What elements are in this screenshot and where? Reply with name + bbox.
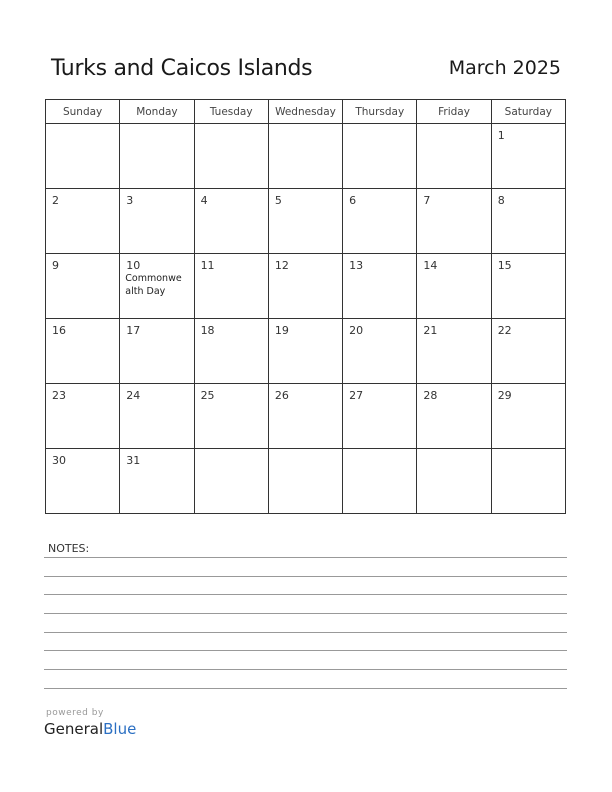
day-cell [46,254,120,319]
weekday-header-row [46,100,566,124]
weekday-wednesday: Wednesday [268,100,342,124]
day-number: 18 [200,324,215,337]
day-cell [194,384,268,449]
calendar-body [46,124,566,514]
day-number: 24 [126,389,141,402]
brand-blue: Blue [103,720,137,738]
day-number: 16 [52,324,66,337]
notes-line [44,594,567,595]
country-title: Turks and Caicos Islands [51,56,313,81]
week-row [46,384,566,449]
day-number: 23 [52,389,66,402]
day-number: 31 [126,454,141,467]
notes-line [44,669,567,670]
day-number: 20 [349,324,364,337]
day-number: 30 [52,454,66,467]
day-number: 5 [274,194,282,207]
day-number: 29 [497,389,512,402]
day-cell [194,449,268,514]
week-row [46,124,566,189]
notes-line [44,576,567,577]
day-cell [343,319,417,384]
day-cell [491,124,565,189]
day-cell [343,449,417,514]
weekday-sunday: Sunday [46,100,120,124]
day-number: 11 [200,259,215,272]
day-cell [417,449,491,514]
weekday-friday: Friday [417,100,491,124]
week-row [46,254,566,319]
day-number: 15 [497,259,512,272]
day-number: 22 [497,324,512,337]
day-number: 28 [423,389,438,402]
day-cell [46,384,120,449]
day-cell [120,384,194,449]
day-cell [46,189,120,254]
day-cell [268,254,342,319]
week-row [46,319,566,384]
week-row [46,189,566,254]
notes-line [44,688,567,689]
day-number: 12 [274,259,289,272]
day-number: 14 [423,259,438,272]
brand-general: General [44,720,104,738]
day-cell [417,124,491,189]
weekday-saturday: Saturday [491,100,565,124]
weekday-monday: Monday [120,100,194,124]
day-cell [268,189,342,254]
calendar-grid [45,99,566,514]
day-cell [343,254,417,319]
day-cell [491,449,565,514]
day-cell [46,319,120,384]
day-cell [194,254,268,319]
day-number: 13 [349,259,364,272]
day-cell [268,384,342,449]
day-cell [120,124,194,189]
notes-line [44,650,567,651]
day-number: 6 [349,194,357,207]
day-cell [343,124,417,189]
day-cell [417,254,491,319]
day-cell [120,319,194,384]
powered-by-text: powered by [46,708,104,718]
month-year-title: March 2025 [448,57,561,79]
day-cell [268,319,342,384]
day-cell [194,319,268,384]
day-number: 17 [126,324,141,337]
notes-label: NOTES: [48,542,90,555]
day-number: 3 [126,194,134,207]
day-cell [491,319,565,384]
day-cell [343,384,417,449]
day-number: 19 [274,324,289,337]
notes-line [44,632,567,633]
weekday-tuesday: Tuesday [194,100,268,124]
brand-name [44,720,136,738]
day-cell [120,254,194,319]
day-number: 8 [497,194,505,207]
day-number: 10 [126,259,141,272]
brand-logo [44,708,136,738]
day-cell [417,189,491,254]
day-cell [120,449,194,514]
day-cell [46,449,120,514]
day-number: 26 [274,389,289,402]
weekday-thursday: Thursday [343,100,417,124]
day-cell [491,254,565,319]
notes-line [44,557,567,558]
day-number: 2 [52,194,59,207]
day-cell [194,124,268,189]
day-cell [491,384,565,449]
day-number: 27 [349,389,364,402]
day-number: 4 [200,194,208,207]
day-cell [268,449,342,514]
day-cell [417,319,491,384]
day-cell [343,189,417,254]
day-number: 21 [423,324,438,337]
day-cell [120,189,194,254]
day-cell [491,189,565,254]
notes-line [44,613,567,614]
day-number: 25 [200,389,215,402]
day-cell [194,189,268,254]
week-row [46,449,566,514]
day-cell [268,124,342,189]
day-cell [417,384,491,449]
day-number: 1 [497,129,505,142]
day-cell [46,124,120,189]
day-number: 7 [423,194,431,207]
day-number: 9 [52,259,59,272]
holiday-label: Commonwe alth Day [125,273,182,297]
